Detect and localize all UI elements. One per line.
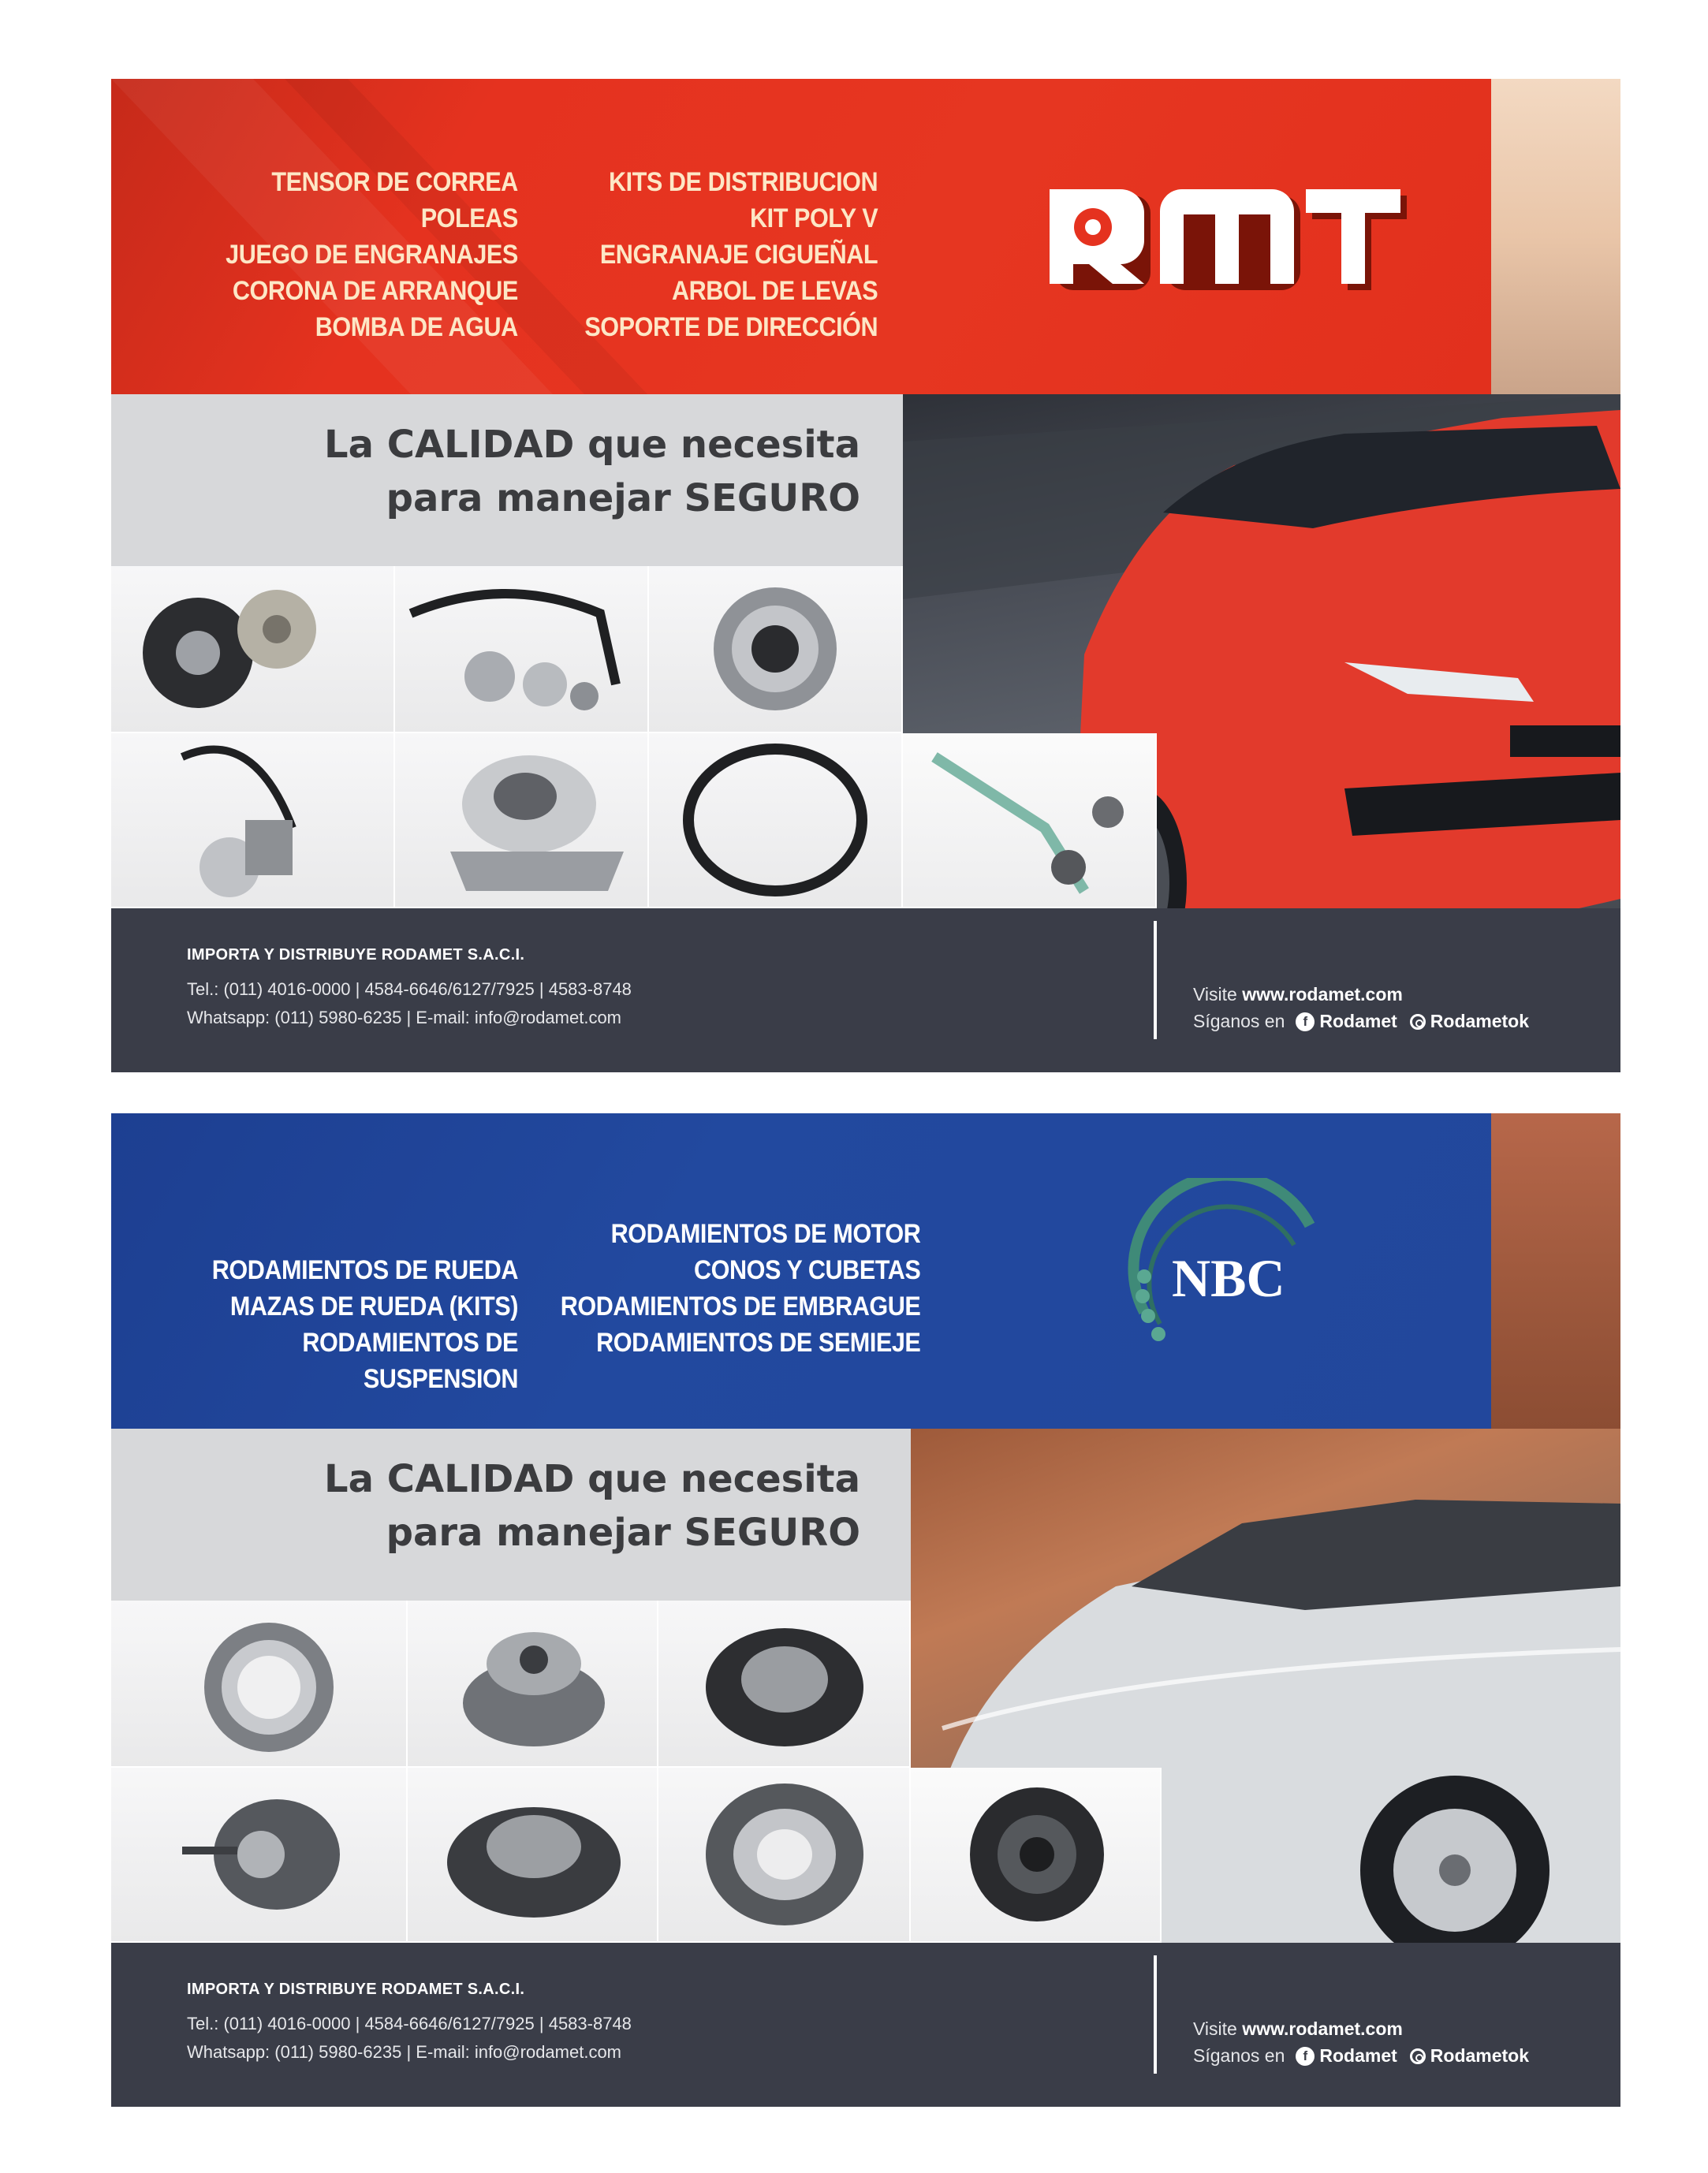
importer-name: IMPORTA Y DISTRIBUYE RODAMET S.A.C.I.	[187, 1981, 525, 1998]
product-item: TENSOR DE CORREA	[271, 167, 518, 197]
product-item: MAZAS DE RUEDA (KITS)	[229, 1292, 518, 1321]
product-item: ARBOL DE LEVAS	[671, 276, 878, 306]
timing-chain-kit-photo	[903, 733, 1157, 908]
rmt-logo	[1050, 181, 1412, 300]
strut-mount-bearing-photo	[911, 1768, 1162, 1943]
whatsapp-email: Whatsapp: (011) 5980-6235 | E-mail: info@rodamet.com	[187, 1008, 622, 1027]
product-item: RODAMIENTOS DE SEMIEJE	[595, 1328, 920, 1358]
visit-line	[1193, 984, 1403, 1005]
tagline-panel	[111, 1429, 911, 1601]
follow-label: Síganos en	[1193, 1011, 1285, 1031]
wheel-hub-assembly-photo	[408, 1601, 658, 1768]
product-item: BOMBA DE AGUA	[315, 312, 518, 342]
whatsapp-email: Whatsapp: (011) 5980-6235 | E-mail: info@rodamet.com	[187, 2042, 622, 2062]
social-line	[1193, 1011, 1529, 1032]
footer-divider	[1154, 1955, 1157, 2074]
product-list-left	[226, 164, 518, 345]
follow-label: Síganos en	[1193, 2045, 1285, 2066]
nbc-logo-text: NBC	[1172, 1248, 1285, 1308]
product-item: RODAMIENTOS DE SUSPENSION	[302, 1328, 518, 1394]
product-list-right	[560, 1216, 920, 1361]
nbc-advertisement	[111, 1113, 1620, 2107]
alternator-pulley-photo	[649, 566, 903, 733]
tagline-line-1: La CALIDAD que necesita	[324, 423, 860, 467]
facebook-handle[interactable]: Rodamet	[1319, 2045, 1397, 2066]
instagram-handle[interactable]: Rodametok	[1430, 2045, 1530, 2066]
product-list-right	[584, 164, 878, 345]
facebook-handle[interactable]: Rodamet	[1319, 1011, 1397, 1031]
product-item: SOPORTE DE DIRECCIÓN	[584, 312, 878, 342]
tensioner-pulley-photo	[395, 733, 649, 908]
tagline-line-2: para manejar SEGURO	[386, 476, 860, 520]
importer-name: IMPORTA Y DISTRIBUYE RODAMET S.A.C.I.	[187, 946, 525, 964]
product-item: RODAMIENTOS DE EMBRAGUE	[560, 1292, 920, 1321]
product-item: KITS DE DISTRIBUCION	[608, 167, 878, 197]
product-item: POLEAS	[420, 203, 518, 233]
nbc-logo	[1113, 1178, 1333, 1367]
instagram-icon	[1410, 1014, 1426, 1030]
tagline-line-2: para manejar SEGURO	[386, 1511, 860, 1555]
product-list-left	[152, 1252, 518, 1397]
product-item: KIT POLY V	[749, 203, 878, 233]
instagram-handle[interactable]: Rodametok	[1430, 1011, 1530, 1031]
website-link[interactable]: www.rodamet.com	[1242, 2018, 1403, 2039]
ball-bearing-photo	[111, 1601, 408, 1768]
tagline	[324, 418, 860, 525]
product-item: CONOS Y CUBETAS	[693, 1255, 920, 1285]
footer-divider	[1154, 921, 1157, 1039]
product-item: ENGRANAJE CIGUEÑAL	[599, 240, 878, 270]
clutch-release-bearing-photo	[658, 1601, 911, 1768]
poly-v-belt-photo	[649, 733, 903, 908]
wheel-hub-studs-photo	[111, 1768, 408, 1943]
product-item: CORONA DE ARRANQUE	[233, 276, 518, 306]
product-item: RODAMIENTOS DE MOTOR	[610, 1219, 920, 1249]
banner-edge-photo	[1491, 1113, 1620, 1429]
visit-prefix: Visite	[1193, 984, 1237, 1004]
product-grid	[111, 566, 903, 908]
website-link[interactable]: www.rodamet.com	[1242, 984, 1403, 1004]
product-item: RODAMIENTOS DE RUEDA	[211, 1255, 518, 1285]
tagline-panel	[111, 394, 903, 566]
footer	[111, 908, 1620, 1072]
tagline-line-1: La CALIDAD que necesita	[324, 1457, 860, 1501]
instagram-icon	[1410, 2048, 1426, 2064]
poly-v-kit-photo	[111, 733, 395, 908]
banner-edge-photo	[1491, 79, 1620, 394]
phone-numbers: Tel.: (011) 4016-0000 | 4584-6646/6127/7925 | 4583-8748	[187, 2014, 632, 2033]
visit-line	[1193, 2018, 1403, 2040]
facebook-icon: f	[1296, 2047, 1315, 2066]
timing-belt-kit-photo	[395, 566, 649, 733]
clutch-bearing-photo	[408, 1768, 658, 1943]
water-pump-photo	[111, 566, 395, 733]
tapered-roller-bearing-photo	[658, 1768, 911, 1943]
social-line	[1193, 2045, 1529, 2067]
product-grid	[111, 1601, 911, 1943]
product-item: JUEGO DE ENGRANAJES	[226, 240, 518, 270]
footer	[111, 1943, 1620, 2107]
tagline	[324, 1452, 860, 1560]
visit-prefix: Visite	[1193, 2018, 1237, 2039]
facebook-icon: f	[1296, 1012, 1315, 1031]
rmt-advertisement	[111, 79, 1620, 1072]
phone-numbers: Tel.: (011) 4016-0000 | 4584-6646/6127/7925 | 4583-8748	[187, 979, 632, 999]
